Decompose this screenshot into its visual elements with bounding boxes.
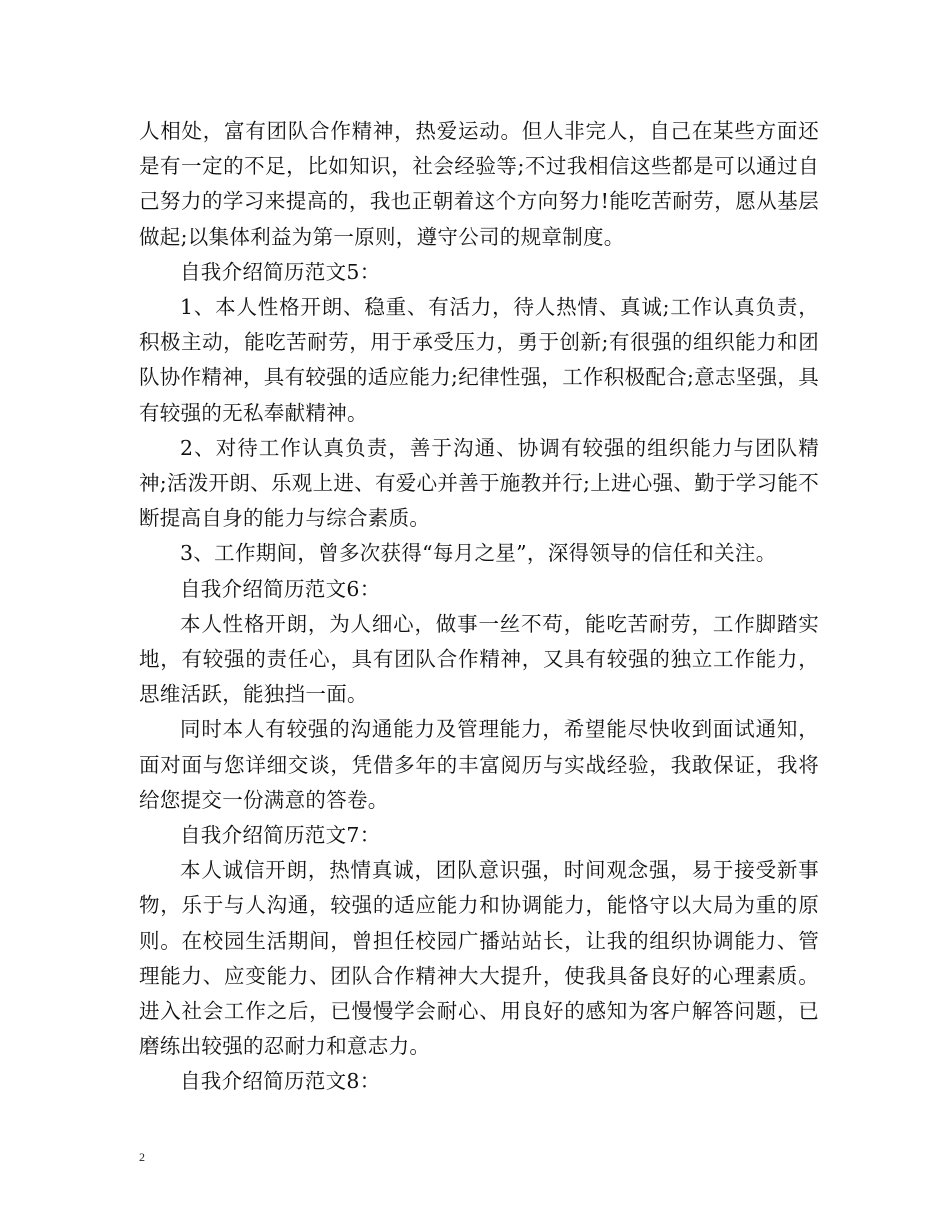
paragraph-continuation: 人相处，富有团队合作精神，热爱运动。但人非完人，自己在某些方面还是有一定的不足，比如知识，社会经验等;不过我相信这些都是可以通过自己努力的学习来提高的，我也正朝着这个方向努力!能吃苦耐劳，愿从基层做起;以集体利益为第一原则，遵守公司的规章制度。 — [139, 119, 819, 249]
page-number: 2 — [139, 1150, 145, 1164]
section-heading-sample-5: 自我介绍简历范文5： — [180, 259, 381, 284]
paragraph-sample-6-part-1: 本人性格开朗，为人细心，做事一丝不苟，能吃苦耐劳，工作脚踏实地，有较强的责任心，具有团队合作精神，又具有较强的独立工作能力，思维活跃，能独挡一面。 — [139, 611, 819, 707]
paragraph-sample-5-item-2: 2、对待工作认真负责，善于沟通、协调有较强的组织能力与团队精神;活泼开朗、乐观上进、有爱心并善于施教并行;上进心强、勤于学习能不断提高自身的能力与综合素质。 — [139, 435, 820, 531]
section-heading-sample-8: 自我介绍简历范文8： — [180, 1069, 381, 1094]
section-heading-sample-7: 自我介绍简历范文7： — [180, 823, 381, 848]
paragraph-sample-5-item-3: 3、工作期间，曾多次获得“每月之星”，深得领导的信任和关注。 — [180, 541, 777, 566]
paragraph-sample-7: 本人诚信开朗，热情真诚，团队意识强，时间观念强，易于接受新事物，乐于与人沟通，较强的适应能力和协调能力，能恪守以大局为重的原则。在校园生活期间，曾担任校园广播站站长，让我的组织协调能力、管理能力、应变能力、团队合作精神大大提升，使我具备良好的心理素质。进入社会工作之后，已慢慢学会耐心、用良好的感知为客户解答问题，已磨练出较强的忍耐力和意志力。 — [139, 858, 819, 1059]
paragraph-sample-6-part-2: 同时本人有较强的沟通能力及管理能力，希望能尽快收到面试通知，面对面与您详细交谈，凭借多年的丰富阅历与实战经验，我敢保证，我将给您提交一份满意的答卷。 — [139, 717, 819, 812]
document-body — [139, 114, 819, 1100]
section-heading-sample-6: 自我介绍简历范文6： — [180, 576, 381, 601]
paragraph-sample-5-item-1: 1、本人性格开朗、稳重、有活力，待人热情、真诚;工作认真负责，积极主动，能吃苦耐劳，用于承受压力，勇于创新;有很强的组织能力和团队协作精神，具有较强的适应能力;纪律性强，工作积极配合;意志坚强，具有较强的无私奉献精神。 — [139, 295, 820, 425]
